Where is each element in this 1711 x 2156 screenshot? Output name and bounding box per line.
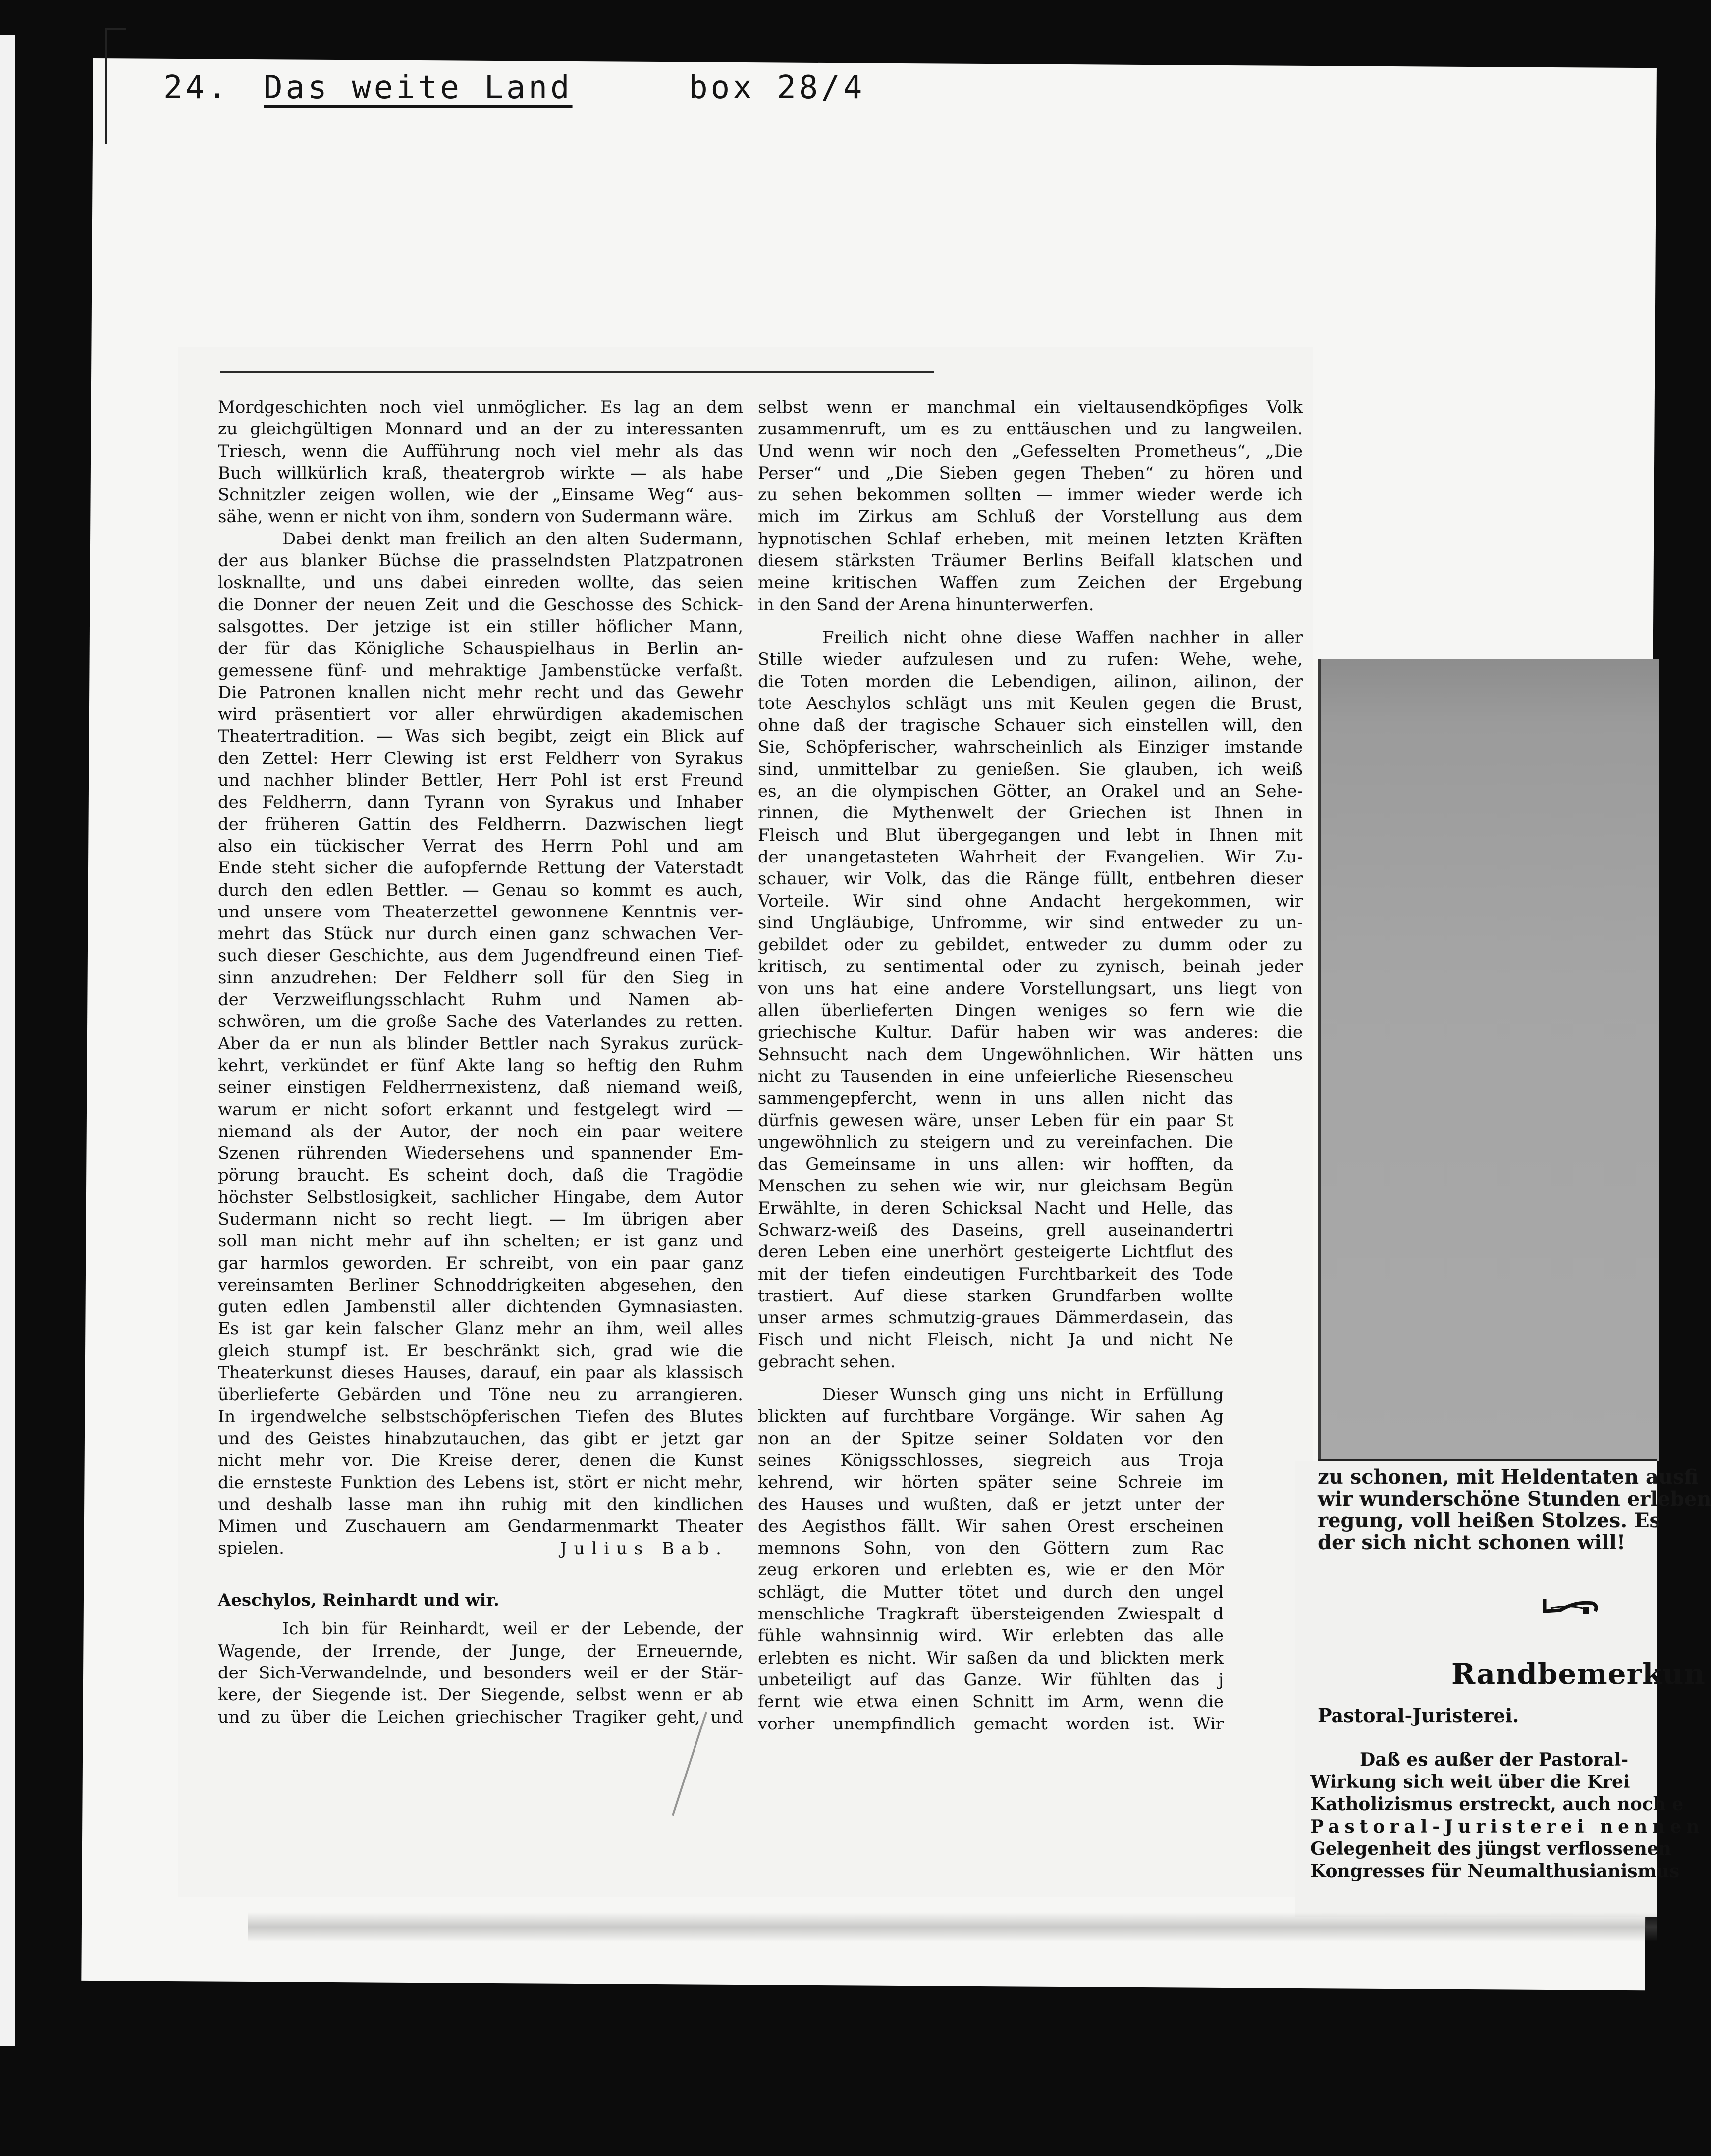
text-line: der Verzweiflungsschlacht Ruhm und Namen ab- bbox=[218, 990, 743, 1010]
text-line: Aber da er nun als blinder Bettler nach Syrakus zurück- bbox=[218, 1033, 743, 1054]
text-line: Buch willkürlich kraß, theatergrob wirkte — als habe bbox=[218, 463, 743, 483]
text-line: und des Geistes hinabzutauchen, das gibt er jetzt gar bbox=[218, 1428, 743, 1449]
corner-mark bbox=[105, 28, 126, 144]
text-line: den Zettel: Herr Clewing ist erst Feldherr von Syrakus bbox=[218, 748, 743, 768]
text-line: sinn anzudrehen: Der Feldherr soll für den Sieg in bbox=[218, 968, 743, 988]
side-text-line: Kongresses für Neumalthusianismus bbox=[1310, 1861, 1680, 1882]
work-title: Das weite Land bbox=[264, 69, 573, 106]
text-line: rinnen, die Mythenwelt der Griechen ist Ihnen in bbox=[758, 803, 1303, 823]
text-line: durch den edlen Bettler. — Genau so kommt es auch, bbox=[218, 880, 743, 900]
text-line: schwören, um die große Sache des Vaterlandes zu retten. bbox=[218, 1012, 743, 1032]
text-line: der früheren Gattin des Feldherrn. Dazwischen liegt bbox=[218, 814, 743, 834]
text-line: sind Ungläubige, Unfromme, wir sind entweder zu un- bbox=[758, 913, 1303, 933]
text-line: nicht zu Tausenden in eine unfeierliche Riesenscheu bbox=[758, 1066, 1233, 1086]
clipping-top-rule bbox=[220, 371, 934, 373]
folder-number: 24. bbox=[163, 69, 230, 106]
text-line: trastiert. Auf diese starken Grundfarben wollte bbox=[758, 1286, 1233, 1306]
text-line: losknallte, und uns dabei einreden wollte, das seien bbox=[218, 573, 743, 593]
text-line: von uns hat eine andere Vorstellungsart, uns liegt von bbox=[758, 978, 1303, 999]
side-text-line: regung, voll heißen Stolzes. Es bbox=[1318, 1509, 1661, 1532]
side-text-line: Katholizismus erstreckt, auch noch e bbox=[1310, 1794, 1684, 1815]
text-line: und unsere vom Theaterzettel gewonnene Kenntnis ver- bbox=[218, 902, 743, 922]
text-line: Schnitzler zeigen wollen, wie der „Einsame Weg“ aus- bbox=[218, 485, 743, 505]
text-line: der aus blanker Büchse die prasselndsten Platzpatronen bbox=[218, 551, 743, 571]
photo-block bbox=[1318, 659, 1659, 1461]
text-line: Theatertradition. — Was sich begibt, zeigt ein Blick auf bbox=[218, 726, 743, 747]
text-line: die Toten morden die Lebendigen, ailinon, ailinon, der bbox=[758, 671, 1303, 692]
ornament-icon bbox=[1541, 1596, 1600, 1616]
text-line: diesem stärksten Träumer Berlins Beifall klatschen und bbox=[758, 551, 1303, 571]
text-line: schlägt, die Mutter tötet und durch den ungel bbox=[758, 1582, 1224, 1602]
text-line: meine kritischen Waffen zum Zeichen der Ergebung bbox=[758, 573, 1303, 593]
text-line: soll man nicht mehr auf ihn schelten; er ist ganz und bbox=[218, 1231, 743, 1251]
photo-bottom-edge bbox=[1318, 1459, 1657, 1461]
text-line: der Sich-Verwandelnde, und besonders weil er der Stär- bbox=[218, 1663, 743, 1683]
side-clipping-top-text bbox=[1318, 1466, 1711, 1554]
text-line: des Feldherrn, dann Tyrann von Syrakus und Inhaber bbox=[218, 792, 743, 812]
section-title: Aeschylos, Reinhardt und wir. bbox=[218, 1590, 500, 1611]
right-column bbox=[758, 396, 1303, 1735]
text-line: sind, unmittelbar zu genießen. Sie glauben, ich weiß bbox=[758, 759, 1303, 779]
text-line: seines Königsschlosses, siegreich aus Troja bbox=[758, 1450, 1224, 1470]
author-signature: Julius Bab. bbox=[560, 1538, 728, 1559]
text-line: und nachher blinder Bettler, Herr Pohl ist erst Freund bbox=[218, 770, 743, 791]
text-line: Es ist gar kein falscher Glanz mehr an ihm, weil alles bbox=[218, 1319, 743, 1339]
text-line: Dieser Wunsch ging uns nicht in Erfüllung bbox=[822, 1385, 1224, 1405]
text-line: erlebten es nicht. Wir saßen da und blickten merk bbox=[758, 1648, 1224, 1668]
text-line: sammengepfercht, wenn in uns allen nicht das bbox=[758, 1088, 1233, 1109]
text-line: Sudermann nicht so recht liegt. — Im übrigen aber bbox=[218, 1209, 743, 1229]
text-line: selbst wenn er manchmal ein vieltausendköpfiges Volk bbox=[758, 397, 1303, 417]
side-clipping-subheading: Pastoral-Juristerei. bbox=[1318, 1704, 1519, 1726]
text-line: seiner einstigen Feldherrnexistenz, daß niemand weiß, bbox=[218, 1078, 743, 1098]
text-line: gebracht sehen. bbox=[758, 1351, 896, 1372]
text-line: gleich stumpf ist. Er beschränkt sich, grad wie die bbox=[218, 1341, 743, 1361]
text-line: kehrend, wir hörten später seine Schreie im bbox=[758, 1472, 1224, 1493]
text-line: das Gemeinsame in uns allen: wir hofften, da bbox=[758, 1154, 1233, 1175]
side-text-line: wir wunderschöne Stunden erleben bbox=[1318, 1487, 1711, 1510]
text-line: Dabei denkt man freilich an den alten Sudermann, bbox=[282, 529, 743, 549]
side-text-line: Wirkung sich weit über die Krei bbox=[1310, 1772, 1630, 1792]
text-line: in den Sand der Arena hinunterwerfen. bbox=[758, 594, 1094, 615]
text-line: wird präsentiert vor aller ehrwürdigen akademischen bbox=[218, 704, 743, 725]
text-line: tote Aeschylos schlägt uns mit Keulen gegen die Brust, bbox=[758, 693, 1303, 713]
text-line: dürfnis gewesen wäre, unser Leben für ein paar St bbox=[758, 1110, 1233, 1131]
text-line: fühle wahnsinnig wird. Wir erlebten das alle bbox=[758, 1626, 1224, 1646]
side-text-line: Pastoral-Juristerei nennen bbox=[1310, 1816, 1705, 1837]
text-line: kritisch, zu sentimental oder zu zynisch, beinah jeder bbox=[758, 957, 1303, 977]
text-line: gar harmlos geworden. Er schreibt, von ein paar ganz bbox=[218, 1253, 743, 1273]
text-line: Szenen rührenden Wiedersehens und spannender Em- bbox=[218, 1143, 743, 1164]
text-line: schauer, wir Volk, das die Ränge füllt, entbehren dieser bbox=[758, 869, 1303, 889]
page-shadow bbox=[248, 1912, 1657, 1942]
truncated-lines bbox=[758, 1066, 1233, 1373]
text-line: Triesch, wenn die Aufführung noch viel mehr als das bbox=[218, 441, 743, 461]
left-column bbox=[218, 396, 743, 1728]
text-line: Mimen und Zuschauern am Gendarmenmarkt Theater bbox=[218, 1516, 743, 1537]
text-line: nicht mehr vor. Die Kreise derer, denen die Kunst bbox=[218, 1451, 743, 1471]
text-line: non an der Spitze seiner Soldaten vor den bbox=[758, 1428, 1224, 1449]
text-line: also ein tückischer Verrat des Herrn Pohl und am bbox=[218, 836, 743, 856]
side-text-line: der sich nicht schonen will! bbox=[1318, 1531, 1626, 1554]
text-line: hypnotischen Schlaf erheben, mit meinen letzten Kräften bbox=[758, 529, 1303, 549]
text-line: es, an die olympischen Götter, an Orakel und an Sehe- bbox=[758, 781, 1303, 802]
text-line: Sie, Schöpferischer, wahrscheinlich als Einziger imstande bbox=[758, 737, 1303, 757]
text-line: such dieser Geschichte, aus dem Jugendfreund einen Tief- bbox=[218, 946, 743, 966]
paragraph bbox=[758, 627, 1303, 1066]
paragraph bbox=[758, 1384, 1224, 1735]
paragraph bbox=[218, 1618, 743, 1727]
text-line: zeug erkoren und erlebten es, wie er den Mör bbox=[758, 1560, 1224, 1580]
text-line: Fleisch und Blut übergegangen und lebt in Ihnen mit bbox=[758, 825, 1303, 845]
text-line: memnons Sohn, von den Göttern zum Rac bbox=[758, 1538, 1224, 1559]
text-line: Fisch und nicht Fleisch, nicht Ja und nicht Ne bbox=[758, 1330, 1233, 1350]
text-line: zu gleichgültigen Monnard und an der zu interessanten bbox=[218, 419, 743, 439]
text-line: unser armes schmutzig-graues Dämmerdasein, das bbox=[758, 1308, 1233, 1328]
paragraph bbox=[758, 396, 1303, 616]
text-line: Und wenn wir noch den „Gefesselten Prometheus“, „Die bbox=[758, 441, 1303, 461]
text-line: guten edlen Jambenstil aller dichtenden Gymnasiasten. bbox=[218, 1297, 743, 1317]
text-line: spielen. bbox=[218, 1538, 284, 1559]
text-line: unbeteiligt auf das Ganze. Wir fühlten das j bbox=[758, 1670, 1224, 1690]
text-line: kehrt, verkündet er fünf Akte lang so heftig den Ruhm bbox=[218, 1055, 743, 1076]
side-text-line: Gelegenheit des jüngst verflossenen bbox=[1310, 1838, 1671, 1859]
text-line: gebildet oder zu gebildet, entweder zu dumm oder zu bbox=[758, 935, 1303, 955]
text-line: mit der tiefen eindeutigen Furchtbarkeit des Tode bbox=[758, 1264, 1233, 1284]
side-text-line: Daß es außer der Pastoral- bbox=[1360, 1749, 1629, 1770]
archive-header bbox=[163, 69, 865, 106]
text-line: sähe, wenn er nicht von ihm, sondern von Sudermann wäre. bbox=[218, 507, 733, 527]
film-margin-strip bbox=[0, 35, 15, 2046]
text-line: Ende steht sicher die aufopfernde Rettung der Vaterstadt bbox=[218, 858, 743, 878]
text-line: Theaterkunst dieses Hauses, darauf, ein paar als klassisch bbox=[218, 1363, 743, 1383]
text-line: und zu über die Leichen griechischer Tragiker geht, und bbox=[218, 1707, 743, 1727]
text-line: pörung braucht. Es scheint doch, daß die Tragödie bbox=[218, 1165, 743, 1186]
text-line: ungewöhnlich zu steigern und zu vereinfachen. Die bbox=[758, 1132, 1233, 1152]
text-line: menschliche Tragkraft übersteigenden Zwiespalt d bbox=[758, 1604, 1224, 1624]
text-line: die Donner der neuen Zeit und die Geschosse des Schick- bbox=[218, 594, 743, 615]
text-line: Perser“ und „Die Sieben gegen Theben“ zu hören und bbox=[758, 463, 1303, 483]
text-line: In irgendwelche selbstschöpferischen Tiefen des Blutes bbox=[218, 1406, 743, 1427]
text-line: des Aegisthos fällt. Wir sahen Orest erscheinen bbox=[758, 1516, 1224, 1536]
text-line: höchster Selbstlosigkeit, sachlicher Hingabe, dem Autor bbox=[218, 1187, 743, 1207]
side-text-line: zu schonen, mit Heldentaten ausfi bbox=[1318, 1465, 1699, 1489]
text-line: Menschen zu sehen wie wir, nur gleichsam Begün bbox=[758, 1176, 1233, 1196]
text-line: griechische Kultur. Dafür haben wir was anderes: die bbox=[758, 1023, 1303, 1043]
text-line: Freilich nicht ohne diese Waffen nachher in aller bbox=[822, 627, 1303, 647]
text-line: Wagende, der Irrende, der Junge, der Erneuernde, bbox=[218, 1641, 743, 1661]
text-line: der für das Königliche Schauspielhaus in Berlin an- bbox=[218, 639, 743, 659]
text-line: Sehnsucht nach dem Ungewöhnlichen. Wir hätten uns bbox=[758, 1044, 1303, 1065]
text-line: überlieferte Gebärden und Töne neu zu arrangieren. bbox=[218, 1385, 743, 1405]
text-line: allen überlieferten Dingen weniges so fern wie die bbox=[758, 1001, 1303, 1021]
text-line: des Hauses und wußten, daß er jetzt unter der bbox=[758, 1494, 1224, 1514]
text-line: blickten auf furchtbare Vorgänge. Wir sahen Ag bbox=[758, 1406, 1224, 1427]
paragraph bbox=[218, 528, 743, 1560]
text-line: Die Patronen knallen nicht mehr recht und das Gewehr bbox=[218, 682, 743, 702]
text-line: vereinsamten Berliner Schnoddrigkeiten abgesehen, den bbox=[218, 1275, 743, 1295]
text-line: Erwählte, in deren Schicksal Nacht und Helle, das bbox=[758, 1198, 1233, 1218]
text-line: mehrt das Stück nur durch einen ganz schwachen Ver- bbox=[218, 924, 743, 944]
text-line: zu sehen bekommen sollten — immer wieder werde ich bbox=[758, 485, 1303, 505]
box-label: box 28/4 bbox=[689, 69, 865, 106]
side-clipping-body bbox=[1310, 1749, 1704, 1883]
text-line: zusammenruft, um es zu enttäuschen und zu langweilen. bbox=[758, 419, 1303, 439]
text-line: und deshalb lasse man ihn ruhig mit den kindlichen bbox=[218, 1494, 743, 1514]
side-clipping-heading: Randbemerkun bbox=[1451, 1657, 1706, 1691]
text-line: salsgottes. Der jetzige ist ein stiller höflicher Mann, bbox=[218, 616, 743, 637]
text-line: niemand als der Autor, der noch ein paar weitere bbox=[218, 1121, 743, 1141]
text-line: fernt wie etwa einen Schnitt im Arm, wenn die bbox=[758, 1692, 1224, 1712]
text-line: die ernsteste Funktion des Lebens ist, stört er nicht mehr, bbox=[218, 1472, 743, 1493]
text-line: gemessene fünf- und mehraktige Jambenstücke verfaßt. bbox=[218, 660, 743, 681]
text-line: deren Leben eine unerhört gesteigerte Lichtflut des bbox=[758, 1242, 1233, 1262]
text-line: warum er nicht sofort erkannt und festgelegt wird — bbox=[218, 1099, 743, 1120]
text-line: Mordgeschichten noch viel unmöglicher. Es lag an dem bbox=[218, 397, 743, 417]
text-line: Schwarz-weiß des Daseins, grell auseinandertri bbox=[758, 1220, 1233, 1240]
text-line: Stille wieder aufzulesen und zu rufen: Wehe, wehe, bbox=[758, 649, 1303, 670]
paragraph bbox=[218, 396, 743, 528]
text-line: Ich bin für Reinhardt, weil er der Lebende, der bbox=[282, 1619, 743, 1639]
text-line: ohne daß der tragische Schauer sich einstellen will, den bbox=[758, 715, 1303, 736]
text-line: mich im Zirkus am Schluß der Vorstellung aus dem bbox=[758, 507, 1303, 527]
text-line: kere, der Siegende ist. Der Siegende, selbst wenn er ab bbox=[218, 1685, 743, 1705]
text-line: vorher unempfindlich gemacht worden ist. Wir bbox=[758, 1714, 1224, 1734]
text-line: Vorteile. Wir sind ohne Andacht hergekommen, wir bbox=[758, 891, 1303, 911]
text-line: der unangetasteten Wahrheit der Evangelien. Wir Zu- bbox=[758, 847, 1303, 867]
